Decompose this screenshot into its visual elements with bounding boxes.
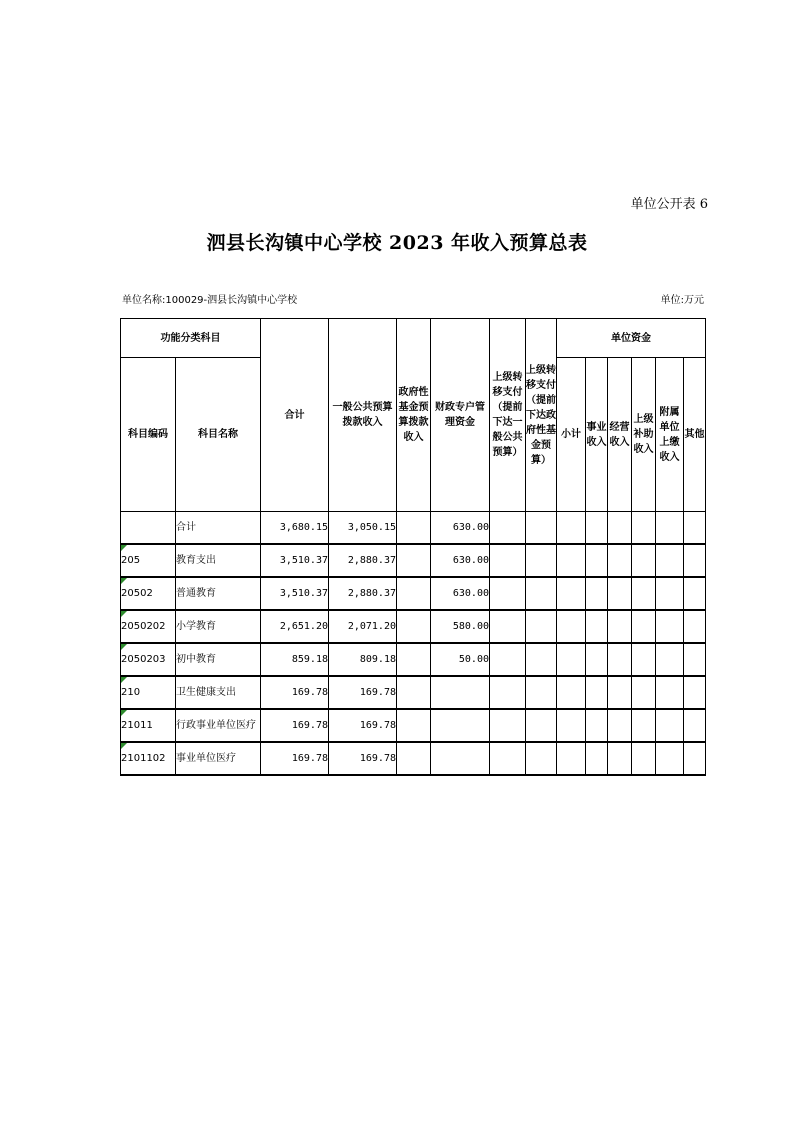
cell-general-public: 809.18 [329,643,397,676]
cell-code: 2101102 [121,742,176,775]
cell-gov-fund [397,610,431,643]
cell-name: 初中教育 [176,643,261,676]
table-row [121,742,706,775]
comment-flag-icon [121,578,127,584]
group-unit-funds-header: 单位资金 [557,319,706,358]
table-row [121,512,706,545]
cell-gov-fund [397,709,431,742]
cell-gov-fund [397,742,431,775]
business-income-header: 事业收入 [586,358,608,512]
cell-total: 169.78 [261,742,329,775]
unit-label: 单位:万元 [660,295,704,306]
cell-code: 20502 [121,577,176,610]
affiliated-income-header: 附属单位上缴收入 [656,358,684,512]
cell-general-public: 2,071.20 [329,610,397,643]
cell-code: 205 [121,544,176,577]
cell-general-public: 169.78 [329,742,397,775]
operating-income-header: 经营收入 [608,358,632,512]
cell-name: 小学教育 [176,610,261,643]
cell-general-public: 2,880.37 [329,544,397,577]
cell-fiscal-special: 50.00 [431,643,490,676]
subtotal-header: 小计 [557,358,586,512]
table-row [121,577,706,610]
upper-fund-header: 上级转移支付（提前下达政府性基金预算） [526,319,557,512]
table-row [121,643,706,676]
cell-code: 210 [121,676,176,709]
cell-general-public: 169.78 [329,709,397,742]
cell-total: 3,680.15 [261,512,329,545]
cell-name: 事业单位医疗 [176,742,261,775]
comment-flag-icon [121,545,127,551]
cell-total: 3,510.37 [261,544,329,577]
comment-flag-icon [121,710,127,716]
cell-name: 卫生健康支出 [176,676,261,709]
cell-general-public: 3,050.15 [329,512,397,545]
cell-code: 21011 [121,709,176,742]
cell-fiscal-special: 630.00 [431,577,490,610]
cell-gov-fund [397,676,431,709]
cell-fiscal-special [431,742,490,775]
cell-general-public: 169.78 [329,676,397,709]
cell-total: 2,651.20 [261,610,329,643]
cell-total: 169.78 [261,709,329,742]
cell-fiscal-special [431,709,490,742]
page-title: 泗县长沟镇中心学校 2023 年收入预算总表 [206,232,588,254]
other-header: 其他 [684,358,706,512]
code-header: 科目编码 [121,358,176,512]
general-public-header: 一般公共预算拨款收入 [329,319,397,512]
upper-subsidy-header: 上级补助收入 [632,358,656,512]
cell-total: 169.78 [261,676,329,709]
table-row [121,610,706,643]
cell-total: 859.18 [261,643,329,676]
cell-name: 合计 [176,512,261,545]
table-tag: 单位公开表 6 [630,197,708,212]
cell-code [121,512,176,545]
cell-name: 教育支出 [176,544,261,577]
cell-general-public: 2,880.37 [329,577,397,610]
cell-gov-fund [397,577,431,610]
cell-fiscal-special: 580.00 [431,610,490,643]
comment-flag-icon [121,611,127,617]
cell-code: 2050202 [121,610,176,643]
table-row [121,709,706,742]
fiscal-special-header: 财政专户管理资金 [431,319,490,512]
cell-gov-fund [397,643,431,676]
cell-code: 2050203 [121,643,176,676]
comment-flag-icon [121,677,127,683]
cell-fiscal-special: 630.00 [431,544,490,577]
table-row [121,544,706,577]
comment-flag-icon [121,644,127,650]
group-function-header: 功能分类科目 [121,319,261,358]
cell-name: 普通教育 [176,577,261,610]
name-header: 科目名称 [176,358,261,512]
table-row [121,676,706,709]
cell-gov-fund [397,512,431,545]
cell-gov-fund [397,544,431,577]
cell-name: 行政事业单位医疗 [176,709,261,742]
upper-general-header: 上级转移支付（提前下达一般公共预算） [490,319,526,512]
total-header: 合计 [261,319,329,512]
gov-fund-header: 政府性基金预算拨款收入 [397,319,431,512]
cell-fiscal-special [431,676,490,709]
cell-total: 3,510.37 [261,577,329,610]
cell-fiscal-special: 630.00 [431,512,490,545]
comment-flag-icon [121,743,127,749]
unit-name-label: 单位名称:100029-泗县长沟镇中心学校 [122,295,298,306]
income-budget-table [120,318,706,776]
